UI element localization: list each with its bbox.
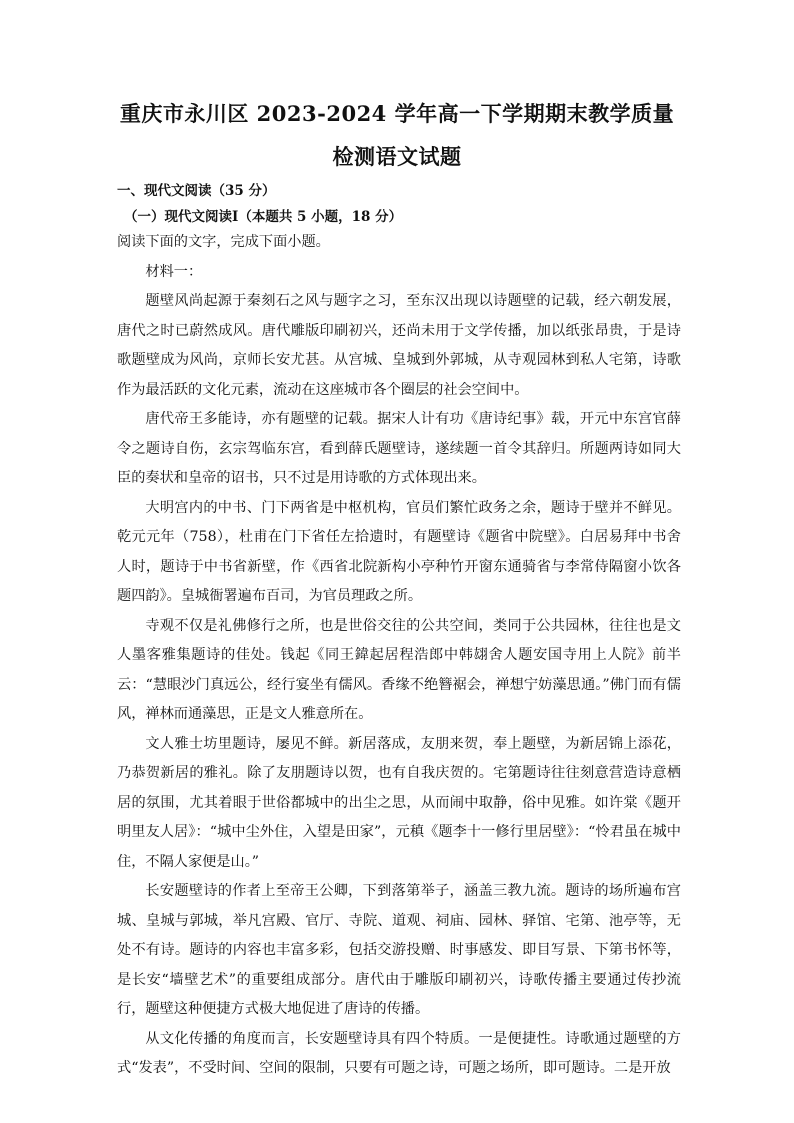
paragraph: 长安题壁诗的作者上至帝王公卿，下到落第举子，涵盖三教九流。题诗的场所遍布宫城、皇城与郭城，举凡宫殿、官厅、寺院、道观、祠庙、园林、驿馆、宅第、池亭等，无处不有诗。题诗的内容也丰富多彩，包括交游投赠、时事感发、即目写景、下第书怀等，是长安“墙壁艺术”的重要组成部分。唐代由于雕版印刷初兴，诗歌传播主要通过传抄流行，题壁这种便捷方式极大地促进了唐诗的传播。 xyxy=(117,883,681,1017)
section-heading: 一、现代文阅读（35 分） xyxy=(117,183,276,199)
paragraph: 寺观不仅是礼佛修行之所，也是世俗交往的公共空间，类同于公共园林，往往也是文人墨客雅集题诗的佳处。钱起《同王鍏起居程浩郎中韩翃舍人题安国寺用上人院》前半云：“慧眼沙门真远公，经行宴坐有儒风。香缘不绝簪裾会，禅想宁妨藻思通。”佛门而有儒风，禅林而通藻思，正是文人雅意所在。 xyxy=(117,617,681,722)
paragraph: 唐代帝王多能诗，亦有题壁的记载。据宋人计有功《唐诗纪事》载，开元中东宫官薛令之题诗自伤，玄宗驾临东宫，看到薛氏题壁诗，遂续题一首令其辞归。所题两诗如同大臣的奏状和皇帝的诏书，只不过是用诗歌的方式体现出来。 xyxy=(117,411,681,486)
subsection-heading: （一）现代文阅读Ⅰ（本题共 5 小题，18 分） xyxy=(124,209,403,225)
instruction-text: 阅读下面的文字，完成下面小题。 xyxy=(117,234,330,250)
passage xyxy=(117,228,681,1076)
paragraph: 题壁风尚起源于秦刻石之风与题字之习，至东汉出现以诗题壁的记载，经六朝发展，唐代之时已蔚然成风。唐代雕版印刷初兴，还尚未用于文学传播，加以纸张昂贵，于是诗歌题壁成为风尚，京师长安尤甚。从宫城、皇城到外郭城，从寺观园林到私人宅第，诗歌作为最活跃的文化元素，流动在这座城市各个圈层的社会空间中。 xyxy=(117,293,681,398)
paragraph: 文人雅士坊里题诗，屡见不鲜。新居落成，友朋来贺，奉上题壁，为新居锦上添花，乃恭贺新居的雅礼。除了友朋题诗以贺，也有自我庆贺的。宅第题诗往往刻意营造诗意栖居的氛围，尤其着眼于世俗都城中的出尘之思，从而闹中取静，俗中见雅。如许棠《题开明里友人居》：“城中尘外住，入望是田家”，元稹《题李十一修行里居壁》：“怜君虽在城中住，不隔人家便是山。” xyxy=(117,735,681,870)
page-title-line2: 检测语文试题 xyxy=(332,144,462,169)
material-label: 材料一： xyxy=(145,263,203,280)
paragraph: 从文化传播的角度而言，长安题壁诗具有四个特质。一是便捷性。诗歌通过题壁的方式“发表”，不受时间、空间的限制，只要有可题之诗，可题之场所，即可题诗。二是开放 xyxy=(117,1030,681,1076)
paragraph: 大明宫内的中书、门下两省是中枢机构，官员们繁忙政务之余，题诗于壁并不鲜见。乾元元年（758），杜甫在门下省任左拾遗时，有题壁诗《题省中院壁》。白居易拜中书舍人时，题诗于中书省新壁，作《西省北院新构小亭种竹开窗东通骑省与李常侍隔窗小饮各题四韵》。皇城衙署遍布百司，为官员理政之所。 xyxy=(117,499,681,604)
page-title-line1: 重庆市永川区 2023-2024 学年高一下学期期末教学质量 xyxy=(119,101,675,126)
